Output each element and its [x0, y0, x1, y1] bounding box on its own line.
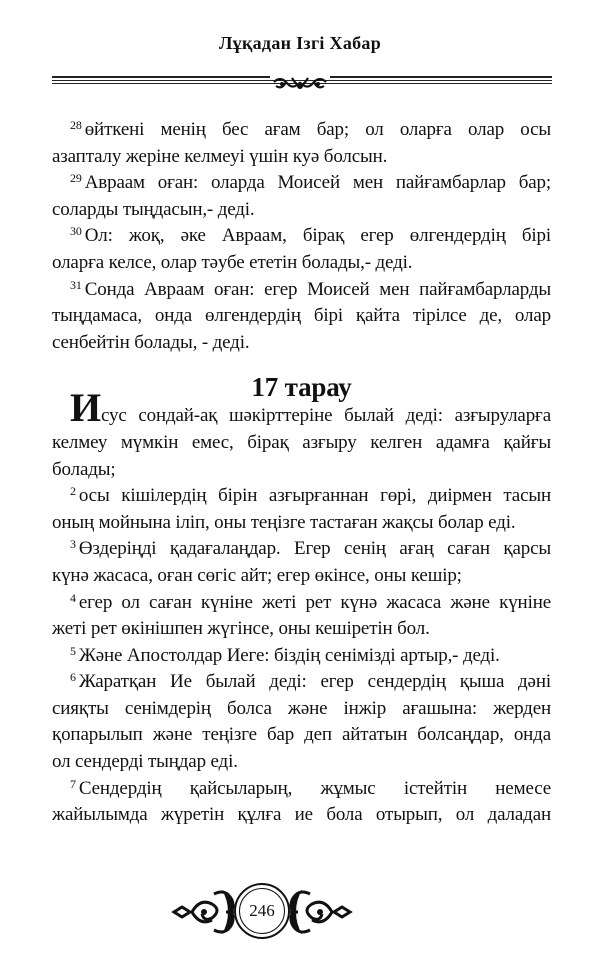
verse-line — [52, 144, 551, 171]
verse-text: жайылымда жүретін құлға ие бола отырып, ол даладан — [52, 804, 551, 826]
verse — [52, 590, 551, 643]
verse-text: соларды тыңдасын,- деді. — [52, 198, 255, 220]
verse-text: Және Апостолдар Иеге: біздің сенімізді артыр,- деді. — [78, 644, 500, 666]
verse-line — [52, 303, 551, 330]
verse-text: оларға келсе, олар тәубе ететін болады,- деді. — [52, 251, 413, 273]
verse-line — [52, 117, 551, 144]
verse-line — [52, 590, 551, 617]
verse — [52, 536, 551, 589]
verse-line — [52, 170, 551, 197]
verse-number: 4 — [70, 590, 76, 605]
verse-line — [52, 722, 551, 749]
drop-cap: И — [70, 385, 101, 431]
verse-text: болады; — [52, 458, 116, 480]
verse-line — [52, 457, 551, 484]
verse-number: 28 — [70, 118, 82, 132]
verse-line — [52, 277, 551, 304]
verse-line — [52, 776, 551, 803]
verse — [52, 483, 551, 536]
verse-line — [52, 250, 551, 277]
verse-text: оның мойнына іліп, оны теңізге тастаған жақсы болар еді. — [52, 511, 516, 533]
verse-line — [52, 696, 551, 723]
verse-text: сияқты сенімдерің болса және інжір ағашына: жерден — [52, 697, 551, 719]
verse-text: Сендердің қайсыларың, жұмыс істейтін немесе — [78, 777, 551, 799]
verse-line — [52, 536, 551, 563]
verse-text: жеті рет өкінішпен жүгінсе, оны кешіретін бол. — [52, 618, 430, 640]
verse-text: осы кішілердің бірін азғырғаннан гөрі, диірмен тасын — [78, 485, 551, 507]
verse-text: ол сендерді тыңдар еді. — [52, 751, 238, 773]
verse — [52, 776, 551, 829]
verse-text: Авраам оған: оларда Моисей мен пайғамбарлар бар; — [84, 172, 551, 194]
verse-line — [52, 669, 551, 696]
verse-text: күнә жасаса, оған сөгіс айт; егер өкінсе, оны кешір; — [52, 564, 462, 586]
verse-text: егер ол саған күніне жеті рет күнә жасаса және күніне — [78, 591, 551, 613]
verse-number: 5 — [70, 643, 76, 658]
page-body — [52, 117, 551, 829]
verse-text: өйткені менің бес ағам бар; ол оларға олар осы — [84, 119, 551, 140]
verse-line — [52, 483, 551, 510]
verse-number: 3 — [70, 537, 76, 552]
verse-text: Ол: жоқ, әке Авраам, бірақ егер өлгендердің бірі — [84, 225, 551, 247]
verse-text: тыңдамаса, онда өлгендердің бірі қайта тірілсе де, олар — [52, 305, 551, 327]
verse — [52, 117, 551, 170]
running-title: Лұқадан Ізгі Хабар — [218, 33, 382, 53]
verse — [52, 170, 551, 223]
verse-line — [52, 802, 551, 829]
verse-line — [52, 563, 551, 590]
verse-text: қопарылып және теңізге бар деп айтатын болсаңдар, онда — [52, 724, 551, 746]
verse-text: келмеу мүмкін емес, бірақ азғыру келген адамға қайғы — [52, 431, 551, 453]
verse — [52, 669, 551, 775]
verse — [52, 223, 551, 276]
verse-text: Жаратқан Ие былай деді: егер сендердің қыша дәні — [78, 671, 551, 693]
verse-line — [52, 197, 551, 224]
verse — [52, 277, 551, 357]
verse-number: 31 — [70, 277, 82, 292]
verse-text: сенбейтін болады, - деді. — [52, 331, 250, 353]
verse-number: 2 — [70, 484, 76, 499]
ornament-icon — [270, 72, 330, 96]
verse-line — [52, 643, 551, 670]
verse-text: сус сондай-ақ шәкірттеріне былай деді: азғыруларға — [100, 405, 551, 427]
verse-line — [52, 330, 551, 357]
verse-line — [52, 430, 551, 457]
verse-line — [52, 616, 551, 643]
verse-number: 6 — [70, 670, 76, 685]
verse-text: Сонда Авраам оған: егер Моисей мен пайғамбарларды — [84, 278, 551, 300]
verse-number: 30 — [70, 224, 82, 239]
verse-number: 29 — [70, 171, 82, 186]
verse-line — [52, 223, 551, 250]
verse-number: 7 — [70, 776, 76, 791]
page-number: 246 — [234, 883, 290, 939]
verse — [52, 643, 551, 670]
chapter-title: 17 тарау — [251, 372, 352, 403]
verse-text: азапталу жеріне келмеуі үшін куә болсын. — [52, 145, 388, 167]
verse-line — [52, 510, 551, 537]
verse-line — [52, 749, 551, 776]
verse-text: Өздеріңді қадағалаңдар. Егер сенің ағаң саған қарсы — [78, 538, 551, 560]
